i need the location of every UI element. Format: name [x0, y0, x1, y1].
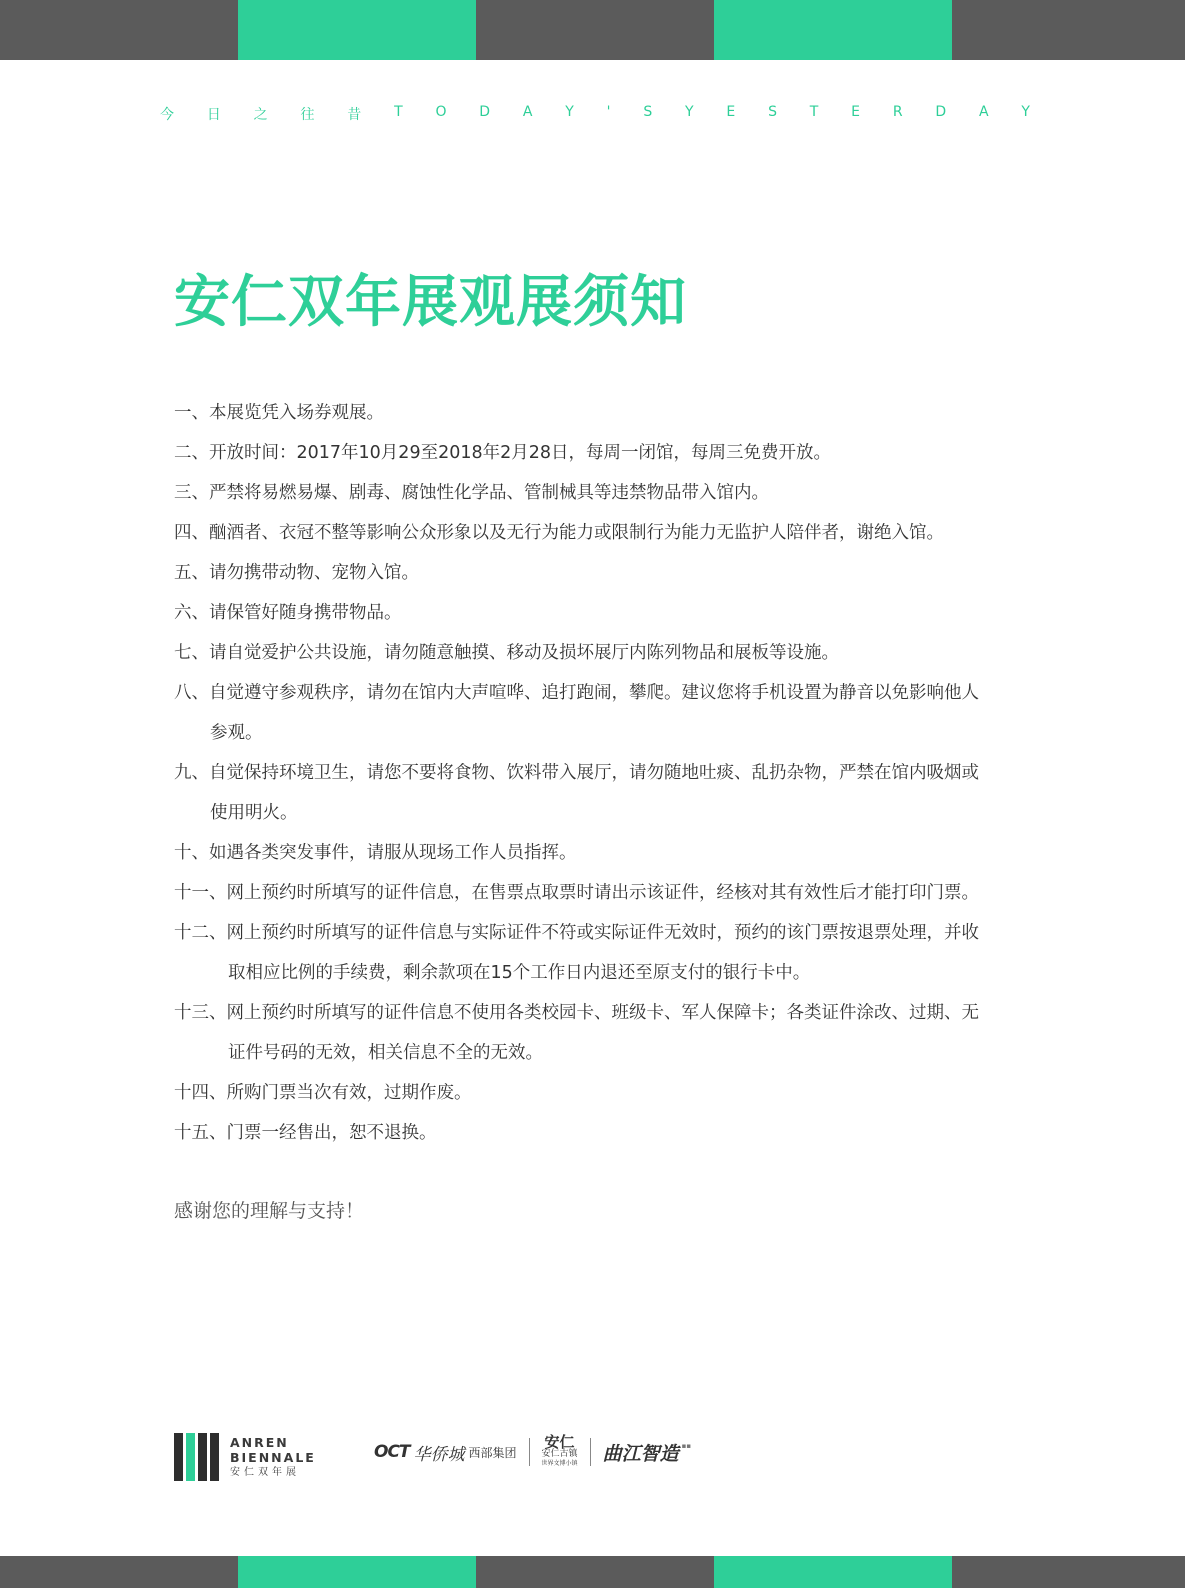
rule-item: [174, 753, 1044, 833]
bar-segment: [0, 1556, 238, 1588]
thanks-text: 感谢您的理解与支持！: [174, 1200, 365, 1222]
tagline-char: 之: [253, 107, 268, 123]
qujiang-logo: 曲江智造: [602, 1442, 679, 1465]
bar-segment: [714, 1556, 952, 1588]
rule-item: [174, 473, 1044, 513]
tagline-char: D: [935, 104, 947, 120]
anren-town-sub: 世界文博小镇: [541, 1460, 578, 1467]
tagline-char: E: [851, 104, 860, 120]
rule-item: [174, 553, 1044, 593]
bar-segment: [952, 1556, 1185, 1588]
rule-item: [174, 1073, 1044, 1113]
xibu-group: 西部集团: [468, 1445, 517, 1460]
rule-item: [174, 593, 1044, 633]
rule-text: 二、开放时间：2017年10月29至2018年2月28日，每周一闭馆，每周三免费开放。: [174, 443, 832, 463]
bar-segment: [952, 0, 1185, 60]
rule-item: [174, 393, 1044, 433]
bar-segment: [476, 0, 714, 60]
logo-stripes-icon: [174, 1433, 222, 1481]
rule-item: [174, 633, 1044, 673]
rule-item: [174, 833, 1044, 873]
logo-line2: BIENNALE: [230, 1449, 316, 1465]
bar-segment: [476, 1556, 714, 1588]
tagline-char: 今: [160, 107, 174, 123]
tagline-char: ': [606, 104, 611, 120]
tagline-char: 日: [206, 107, 221, 123]
divider: [590, 1438, 591, 1466]
anren-town-icon: 安仁: [544, 1433, 575, 1451]
rule-text: 七、请自觉爱护公共设施，请勿随意触摸、移动及损坏展厅内陈列物品和展板等设施。: [174, 643, 839, 663]
bottom-color-bar: [0, 1556, 1185, 1588]
anren-town-name: 安仁古镇: [541, 1449, 578, 1459]
rule-continuation: 证件号码的无效，相关信息不全的无效。: [228, 1043, 543, 1063]
rule-text: 一、本展览凭入场券观展。: [174, 403, 384, 423]
logo-line1: ANREN: [230, 1434, 289, 1450]
tagline-char: A: [522, 104, 533, 120]
tagline: [160, 104, 1030, 124]
hqc-logo: 华侨城: [413, 1444, 465, 1465]
rule-text: 四、酗酒者、衣冠不整等影响公众形象以及无行为能力或限制行为能力无监护人陪伴者，谢绝入馆。: [174, 523, 944, 543]
divider: [529, 1438, 530, 1466]
tagline-char: Y: [565, 104, 574, 120]
rule-text: 五、请勿携带动物、宠物入馆。: [174, 563, 419, 583]
rule-text: 十四、所购门票当次有效，过期作废。: [174, 1083, 472, 1103]
rule-continuation: 使用明火。: [210, 803, 298, 823]
qujiang-mark-icon: ▪▪: [681, 1442, 692, 1450]
rule-item: [174, 873, 1044, 913]
tagline-char: D: [479, 104, 491, 120]
rule-item: [174, 673, 1044, 753]
tagline-char: Y: [1021, 104, 1030, 120]
tagline-char: 昔: [347, 107, 362, 123]
tagline-char: 往: [300, 107, 315, 123]
bar-segment: [238, 0, 476, 60]
rule-text: 十一、网上预约时所填写的证件信息，在售票点取票时请出示该证件，经核对其有效性后才能打印门票。: [174, 883, 979, 903]
rule-item: [174, 913, 1044, 993]
anren-town-logo: [542, 1435, 578, 1469]
rule-item: [174, 993, 1044, 1073]
rule-text: 三、严禁将易燃易爆、剧毒、腐蚀性化学品、管制械具等违禁物品带入馆内。: [174, 483, 769, 503]
rules-list: [174, 393, 1044, 1153]
partner-logos: [374, 1434, 691, 1470]
tagline-char: A: [978, 104, 989, 120]
rule-text: 十二、网上预约时所填写的证件信息与实际证件不符或实际证件无效时，预约的该门票按退票处理，并收: [174, 923, 979, 943]
tagline-char: S: [643, 104, 653, 120]
tagline-char: E: [726, 104, 736, 120]
rule-text: 九、自觉保持环境卫生，请您不要将食物、饮料带入展厅，请勿随地吐痰、乱扔杂物，严禁在馆内吸烟或: [174, 763, 979, 783]
rule-continuation: 参观。: [210, 723, 263, 743]
oct-logo: OCT: [374, 1442, 410, 1462]
rule-text: 八、自觉遵守参观秩序，请勿在馆内大声喧哗、追打跑闹，攀爬。建议您将手机设置为静音以免影响他人: [174, 683, 979, 703]
tagline-char: R: [892, 104, 903, 120]
rule-text: 六、请保管好随身携带物品。: [174, 603, 402, 623]
rule-item: [174, 1113, 1044, 1153]
rule-text: 十五、门票一经售出，恕不退换。: [174, 1123, 437, 1143]
rule-item: [174, 433, 1044, 473]
tagline-char: T: [394, 104, 403, 120]
logo-cn: 安仁双年展: [230, 1466, 300, 1478]
rule-text: 十三、网上预约时所填写的证件信息不使用各类校园卡、班级卡、军人保障卡；各类证件涂改、过期、无: [174, 1003, 979, 1023]
anren-biennale-logo: [174, 1432, 316, 1482]
bar-segment: [238, 1556, 476, 1588]
top-color-bar: [0, 0, 1185, 60]
rule-text: 十、如遇各类突发事件，请服从现场工作人员指挥。: [174, 843, 577, 863]
page-title: 安仁双年展观展须知: [174, 270, 687, 335]
rule-continuation: 取相应比例的手续费，剩余款项在15个工作日内退还至原支付的银行卡中。: [228, 963, 811, 983]
logo-text: [230, 1435, 316, 1480]
rule-item: [174, 513, 1044, 553]
tagline-char: O: [435, 104, 447, 120]
bar-segment: [714, 0, 952, 60]
tagline-char: T: [809, 104, 819, 120]
bar-segment: [0, 0, 238, 60]
tagline-char: S: [768, 104, 777, 120]
tagline-char: Y: [685, 104, 694, 120]
